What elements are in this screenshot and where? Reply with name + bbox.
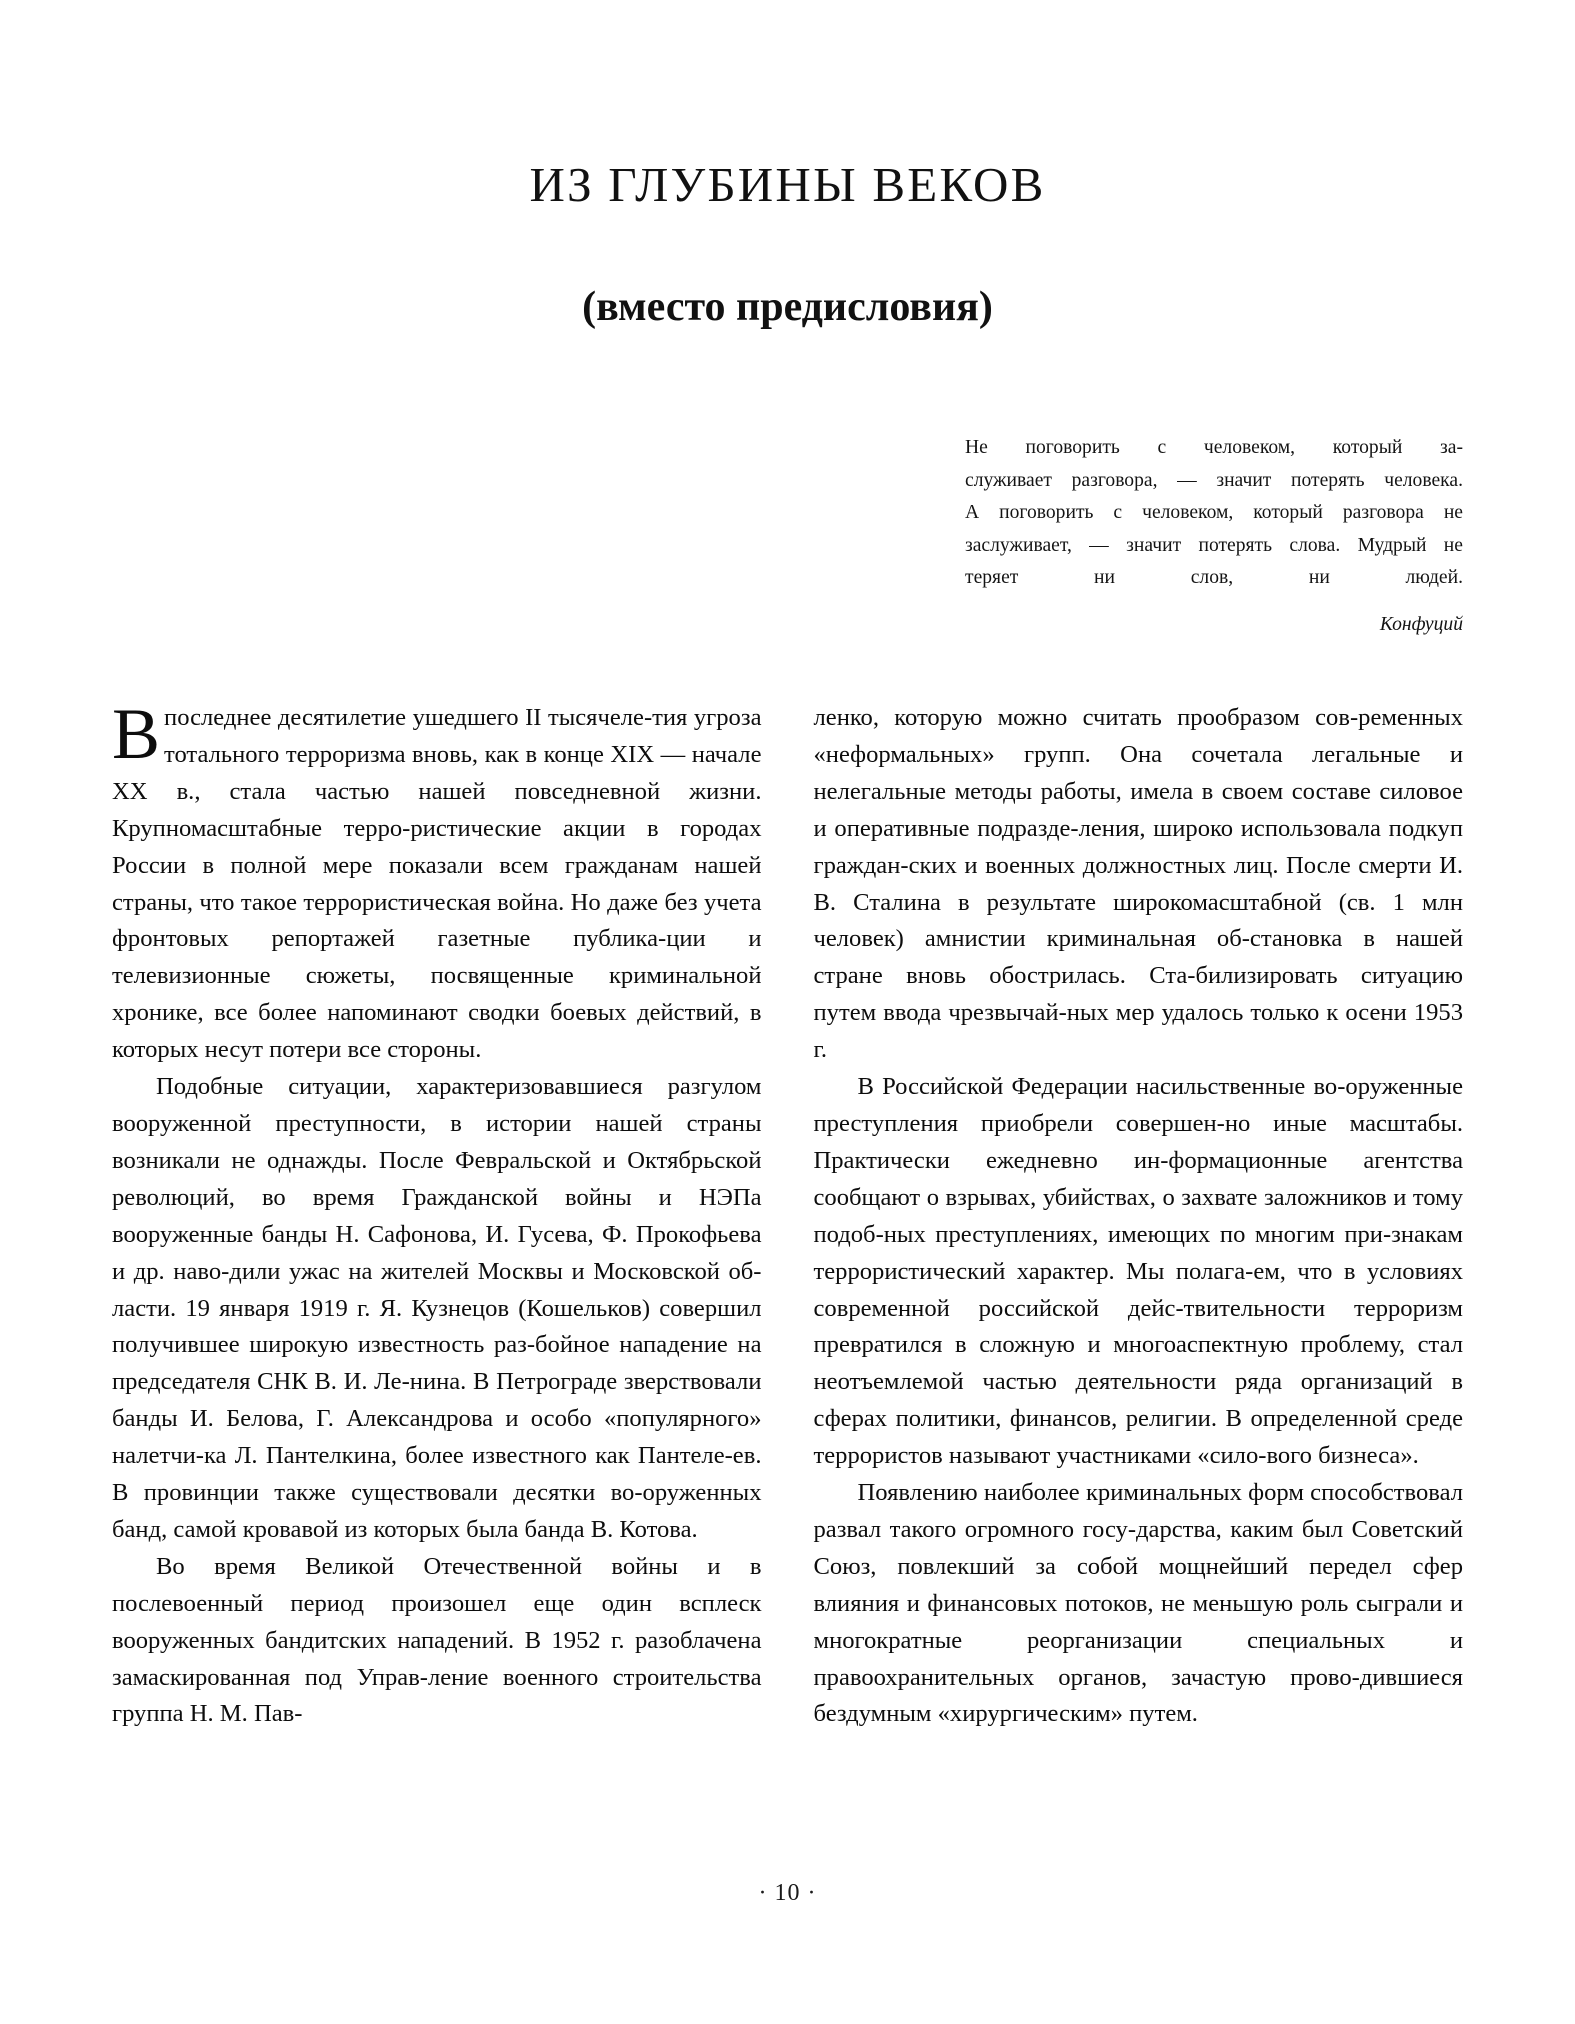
epigraph-line: А поговорить с человеком, который разговора не bbox=[965, 502, 1463, 523]
right-column bbox=[814, 700, 1464, 1810]
paragraph: В Российской Федерации насильственные во-оруженные преступления приобрели совершен-но иные масштабы. Практически ежедневно ин-формационные агентства сообщают о взрывах, убийствах, о захвате заложников и тому подоб-ных преступлениях, имеющих по многим при-знакам террористический характер. Мы полага-ем, что в условиях современной российской дейс-твительности терроризм превратился в сложную и многоаспектную проблему, стал неотъемлемой частью деятельности ряда организаций в сферах политики, финансов, религии. В определенной среде террористов называют участниками «сило-вого бизнеса». bbox=[813, 1073, 1463, 1470]
epigraph-line: Не поговорить с человеком, который за- bbox=[965, 437, 1463, 458]
left-column bbox=[112, 694, 762, 1810]
paragraph-text: последнее десятилетие ушедшего II тысячеле-тия угроза тотального терроризма вновь, как в конце XIX — начале XX в., стала частью нашей повседневной жизни. Крупномасштабные терро-ристические акции в городах России в полной мере показали всем гражданам нашей страны, что такое террористическая война. Но даже без учета фронтовых репортажей газетные публика-ции и телевизионные сюжеты, посвященные криминальной хронике, все более напоминают сводки боевых действий, в которых несут потери все стороны. bbox=[112, 704, 762, 1064]
epigraph-line: заслуживает, — значит потерять слова. Мудрый не bbox=[965, 534, 1463, 556]
paragraph: Во время Великой Отечественной войны и в послевоенный период произошел еще один всплеск вооруженных бандитских нападений. В 1952 г. разоблачена замаскированная под Управ-ление военного строительства группа Н. М. Пав- bbox=[112, 1552, 762, 1728]
body-columns bbox=[112, 694, 1463, 1810]
paragraph: Подобные ситуации, характеризовавшиеся разгулом вооруженной преступности, в истории нашей страны возникали не однажды. После Февральской и Октябрьской революций, во время Гражданской войны и НЭПа вооруженные банды Н. Сафонова, И. Гусева, Ф. Прокофьева и др. наво-дили ужас на жителей Москвы и Московской об-ласти. 19 января 1919 г. Я. Кузнецов (Кошельков) совершил получившее широкую известность раз-бойное нападение на председателя СНК В. И. Ле-нина. В Петрограде зверствовали банды И. Белова, Г. Александрова и особо «популярного» налетчи-ка Л. Пантелкина, более известного как Пантеле-ев. В провинции также существовали десятки во-оруженных банд, самой кровавой из которых была банда В. Котова. bbox=[112, 1073, 762, 1543]
page-subtitle: (вместо предисловия) bbox=[582, 283, 993, 330]
epigraph-line: служивает разговора, — значит потерять человека. bbox=[965, 469, 1463, 491]
page-number: · 10 · bbox=[758, 1880, 817, 1906]
epigraph-source: Конфуций bbox=[1379, 614, 1463, 635]
drop-cap: В bbox=[112, 694, 161, 774]
paragraph: Появлению наиболее криминальных форм способствовал развал такого огромного госу-дарства, каким был Советский Союз, повлекший за собой мощнейший передел сфер влияния и финансовых потоков, не меньшую роль сыграли и многократные реорганизации специальных и правоохранительных органов, зачастую прово-дившиеся бездумным «хирургическим» путем. bbox=[813, 1479, 1463, 1728]
paragraph bbox=[112, 694, 762, 1069]
epigraph-line: теряет ни слов, ни людей. bbox=[965, 567, 1463, 588]
epigraph bbox=[965, 432, 1463, 595]
heading-block bbox=[0, 158, 1575, 330]
page-title: ИЗ ГЛУБИНЫ ВЕКОВ bbox=[529, 157, 1046, 212]
paragraph: ленко, которую можно считать прообразом сов-ременных «неформальных» групп. Она сочетала легальные и нелегальные методы работы, имела в своем составе силовое и оперативные подразде-ления, широко использовала подкуп граждан-ских и военных должностных лиц. После смерти И. В. Сталина в результате широкомасштабной (св. 1 млн человек) амнистии криминальная об-становка в нашей стране вновь обострилась. Ста-билизировать ситуацию путем ввода чрезвычай-ных мер удалось только к осени 1953 г. bbox=[813, 704, 1463, 1064]
